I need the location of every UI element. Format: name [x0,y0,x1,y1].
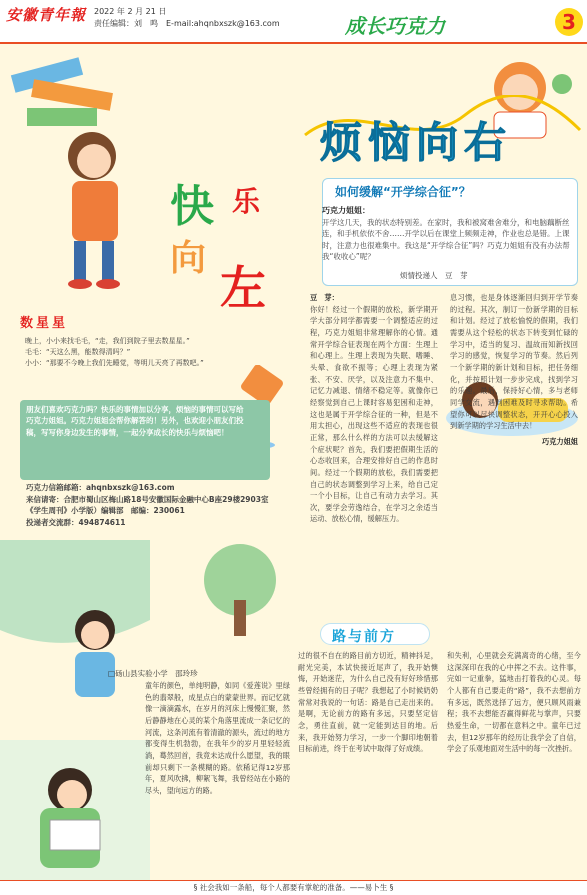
joke-line: 小小：“那要不今晚上我们先睡觉，等明儿天亮了再数吧。” [25,358,204,367]
contact-address: 来信请寄：合肥市蜀山区梅山路18号安徽国际金融中心B座29楼2903室《学生周刊》小学版）编辑部 邮编：230061 [26,494,269,516]
newspaper-logo: 安徽青年報 [6,6,87,24]
boy-reading-illustration [0,540,150,880]
reply-salute: 豆 芽： [310,293,339,302]
headline-worries-right: 烦恼向右 [320,118,513,167]
question-body: 开学这几天，我的状态特别差。在家时，我和被窝难舍难分，和电脑藕断丝连，和手机依依不舍……开学以后在课堂上频频走神，作业也总是错。上课时，注意力也很难集中。我这是“开学综合征”吗？巧克力姐姐有没有办法帮我“收收心”呢？ [322,218,570,261]
section-title: 成长巧克力 [345,14,445,38]
headline-char: 快 [170,181,214,232]
headline-happiness-left [170,170,290,320]
question-salute: 巧克力姐姐： [322,206,370,215]
headline-char: 左 [220,261,266,315]
page-number: 3 [555,8,583,36]
essay-column-3: 和失利，心里就会充满离奇的心绪，至今这深深印在我的心中挥之不去。这件事，完如一记重拳，猛地击打着我的心灵。每个人都有自己要走的“路”，我不去想前方有多远，既然选择了远方，便只顾风雨兼程；我不去想能否赢得鲜花与掌声，只要热爱生命，一切都在意料之中。童年已过去，但12岁那年的经历让我学会了自信，学会了乐观地面对生活中的每一次挫折。 [447,651,581,754]
headline-char: 乐 [232,185,261,218]
submission-notice: 朋友们喜欢巧克力吗？快乐的事情加以分享，烦恼的事情可以写给巧克力姐姐。巧克力姐姐会帮你解答的！另外，也欢迎小朋友们投稿，写写你身边发生的事情，一起分享成长的快乐与烦恼吧！ [26,405,244,437]
reply-column-2 [450,292,578,448]
reply-column-1 [310,292,438,525]
essay-author: □砀山县实验小学 邵玲珍 [108,669,198,678]
reply-text: 你好！经过一个假期的放松，新学期开学大部分同学都需要一个调整适应的过程，巧克力姐姐非常理解你的心情。通常开学综合征表现在两个方面：生理上和心理上。生理上表现为失眠、嗜睡、头晕、食欲不振等；心理上表现为紧张、不安、厌学，以及注意力不集中、记忆力减退、情绪不稳定等。就像你已经察觉到自己上课时容易犯困和走神，这也是属于开学综合征的一种，但是不用太担心，出现这些不适应的表现也很正常，那么什么样的方法可以去缓解这个症状呢？首先，我们要把假期生活的心态收回来，合理安排好自己的作息时间。经过一个假期的放松，我们需要把自己的状态调整到学习上来，给自己定一个小目标，让自己有动力去学习。其次，要学会劳逸结合，在学习之余适当运动、放松心情，缓解压力。 [310,304,438,524]
contact-email: 巧克力信箱邮箱：ahqnbxszk@163.com [26,483,175,492]
question-title: 如何缓解“开学综合征”？ [335,185,471,199]
reply-text: 息习惯，也是身体逐渐回归到开学节奏的过程。其次，制订一份新学期的目标和计划。经过了放松愉悦的假期，我们需要从这个轻松的状态下转变到忙碌的学习中，适当的复习、温故而知新找回学习的感觉，恢复学习的节奏。然后列一个新学期的新计划和目标，把任务细化，并按照计划一步步完成，找到学习的乐趣。最后，保持好心情，多与老师同学交流，遇到困难及时寻求帮助。希望你可以尽快调整状态，开开心心投入到新学期的学习生活中去！ [450,293,578,431]
reply-signature: 巧克力姐姐 [542,436,578,446]
joke-line: 毛毛：“天这么黑，能数得清吗？” [25,347,131,356]
essay-title: 路与前方 [332,629,396,645]
tree-and-road-illustration [160,540,320,640]
question-signature: 烦情投递人 豆 芽 [400,271,468,280]
contact-info [26,482,276,529]
editor-line: 责任编辑：刘 鸣 E-mail:ahqnbxszk@163.com [94,19,280,28]
girl-with-books-illustration [2,46,167,296]
headline-char: 向 [170,238,207,279]
joke-line: 晚上，小小来找毛毛，“走，我们到院子里去数星星。” [25,337,190,345]
essay-column-2: 过的很不自在的路目前方切近，精神抖足，耐光完美，本试快接近尾声了，我开始懊悔，开始迷茫，为什么自己没有好好珍惜那些曾经拥有的日子呢？我想起了小时候奶奶常常对我说的一句话：路是自己走出来的。是啊，无论前方的路有多远，只要坚定信念，勇往直前，就一定能到达目的地。后来，我开始努力学习，一步一个脚印地朝着目标前进，终于在考试中取得了好成绩。 [298,651,438,754]
joke-title: 数星星 [20,316,69,331]
issue-date: 2022 年 2 月 21 日 [94,7,167,16]
joke-body [25,336,265,369]
footer-quote: § 社会我如一条船，每个人都要有掌舵的准备。——易卜生 § [193,883,394,892]
essay-column-1: 童年的颜色，单纯明静，如同《爱莲说》里绿色的翡翠般，成星点白的蒙蒙世界。而记忆就像一滴滴露水，在岁月的河床上慢慢汇聚，然后静静地在心灵的某个角落里流成一条记忆的河流，这条河流有着清澈的源头，流过的地方都变得生机勃勃，在我年少的岁月里轻轻流淌，蓦然回首，我竟未达成什么愿望，我的眼前却只剩下一条模糊的路。依稀记得12岁那年，夏风吹拂，柳絮飞舞，我曾经站在小路的尽头，望向远方的路。 [145,681,290,795]
contact-group: 投递者交流群：494874611 [26,517,126,527]
